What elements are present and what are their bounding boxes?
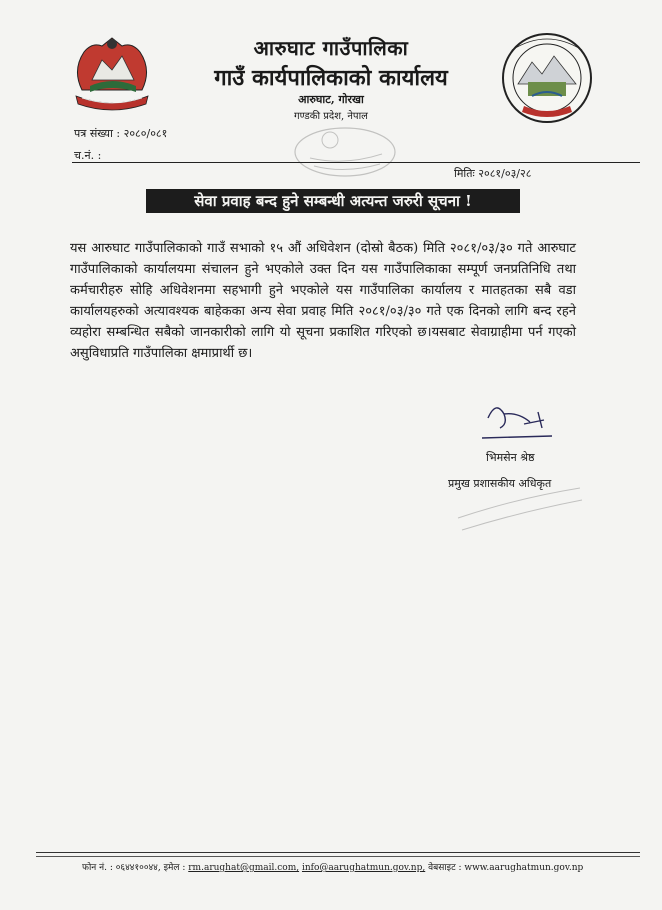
notice-title: सेवा प्रवाह बन्द हुने सम्बन्धी अत्यन्त जरुरी सूचना ! [146,189,520,213]
footer-website-label: वेबसाइट : [428,863,462,873]
footer-email-link-1[interactable]: rm.arughat@gmail.com, [188,863,300,873]
municipality-name: आरुघाट गाउँपालिका [253,36,409,60]
footer-divider [36,852,640,853]
signatory-name: भिमसेन श्रेष्ठ [486,451,535,464]
header-divider [72,162,640,163]
office-address: आरुघाट, गोरखा [298,93,364,106]
office-stamp-icon [290,122,400,182]
notice-date: मितिः २०८१/०३/२८ [454,167,532,180]
signature-icon [478,398,558,442]
footer-website-link[interactable]: www.aarughatmun.gov.np [464,863,584,873]
office-province: गण्डकी प्रदेश, नेपाल [294,111,368,122]
office-name: गाउँ कार्यपालिकाको कार्यालय [214,65,448,91]
signatory-designation: प्रमुख प्रशासकीय अधिकृत [448,477,552,490]
footer-contact [82,860,583,873]
notice-body: यस आरुघाट गाउँपालिकाको गाउँ सभाको १५ औं अधिवेशन (दोस्रो बैठक) मिति २०८१/०३/३० गते आरुघाट गाउँपालिकाको कार्यालयमा संचालन हुने भएकोले उक्त दिन यस गाउँपालिकाका सम्पूर्ण जनप्रतिनिधि तथा कर्मचारीहरु सोहि अधिवेशनमा सहभागी हुने भएकोले यस गाउँपालिका कार्यालय र मातहतका सबै वडा कार्यालयहरुको अत्यावश्यक बाहेकका अन्य सेवा प्रवाह मिति २०८१/०३/३० गते एक दिनको लागि बन्द रहने व्यहोरा सम्बन्धित सबैको जानकारीको लागि यो सूचना प्रकाशित गरिएको छ।यसबाट सेवाग्राहीमा पर्न गएको असुविधाप्रति गाउँपालिका क्षमाप्रार्थी छ। [70,241,576,361]
footer-phone: फोन नं. : ०६४४१००४४, इमेल : [82,863,186,873]
dispatch-number: च.नं. : [74,149,102,162]
footer-divider-thin [36,856,640,857]
footer-email-link-2[interactable]: info@aarughatmun.gov.np, [301,863,426,873]
letter-number: पत्र संख्या : २०८०/०८१ [74,127,168,140]
